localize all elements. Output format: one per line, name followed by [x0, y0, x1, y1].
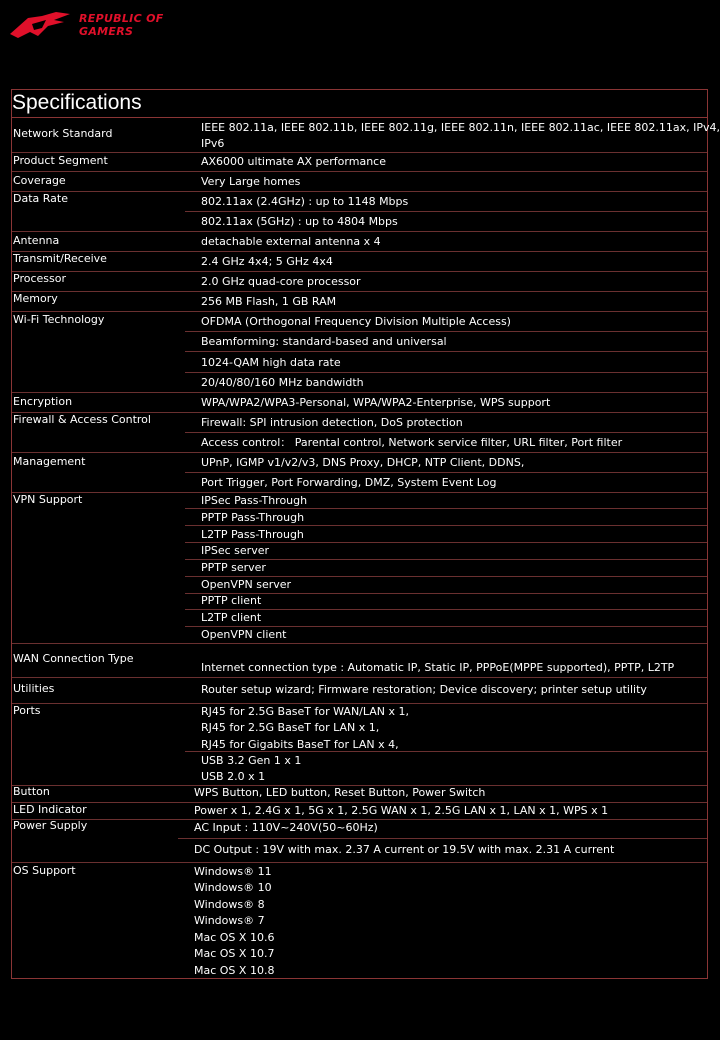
spec-value: Windows® 8	[194, 898, 265, 911]
row-divider	[12, 862, 707, 863]
row-divider	[185, 211, 707, 212]
logo-line-2: GAMERS	[79, 25, 134, 38]
logo-line-1: REPUBLIC OF	[79, 12, 164, 25]
row-divider	[12, 677, 707, 678]
spec-value: Mac OS X 10.7	[194, 947, 275, 960]
spec-value: 256 MB Flash, 1 GB RAM	[201, 295, 337, 308]
spec-value: L2TP Pass-Through	[201, 528, 304, 541]
spec-label-wi-fi-technology: Wi-Fi Technology	[13, 313, 105, 326]
spec-value: Beamforming: standard-based and universal	[201, 335, 447, 348]
spec-value: Router setup wizard; Firmware restoration; Device discovery; printer setup utility	[201, 683, 647, 696]
spec-value: AX6000 ultimate AX performance	[201, 155, 386, 168]
spec-value: IEEE 802.11a, IEEE 802.11b, IEEE 802.11g, IEEE 802.11n, IEEE 802.11ac, IEEE 802.11ax, IPv4,	[201, 121, 720, 134]
spec-value: Firewall: SPI intrusion detection, DoS protection	[201, 416, 463, 429]
spec-label-transmit-receive: Transmit/Receive	[13, 252, 107, 265]
spec-value: Mac OS X 10.6	[194, 931, 275, 944]
row-divider	[185, 331, 707, 332]
row-divider	[185, 542, 707, 543]
row-divider	[12, 492, 707, 493]
spec-label-power-supply: Power Supply	[13, 819, 88, 832]
row-divider	[185, 432, 707, 433]
row-divider	[185, 559, 707, 560]
row-divider	[185, 472, 707, 473]
spec-label-ports: Ports	[13, 704, 41, 717]
row-divider	[185, 609, 707, 610]
spec-value: Windows® 10	[194, 881, 272, 894]
spec-value: AC Input : 110V~240V(50~60Hz)	[194, 821, 378, 834]
spec-value: USB 3.2 Gen 1 x 1	[201, 754, 302, 767]
logo-wordmark	[79, 12, 164, 38]
row-divider	[12, 271, 707, 272]
row-divider	[185, 351, 707, 352]
spec-value: RJ45 for 2.5G BaseT for WAN/LAN x 1,	[201, 705, 410, 718]
spec-label-product-segment: Product Segment	[13, 154, 108, 167]
spec-value: 2.4 GHz 4x4; 5 GHz 4x4	[201, 255, 333, 268]
spec-value: USB 2.0 x 1	[201, 770, 266, 783]
spec-value: UPnP, IGMP v1/v2/v3, DNS Proxy, DHCP, NTP Client, DDNS,	[201, 456, 525, 469]
rog-eye-icon	[8, 10, 74, 44]
row-divider	[12, 171, 707, 172]
spec-label-led-indicator: LED Indicator	[13, 803, 87, 816]
spec-value: 802.11ax (2.4GHz) : up to 1148 Mbps	[201, 195, 409, 208]
spec-value: detachable external antenna x 4	[201, 235, 381, 248]
spec-value: PPTP Pass-Through	[201, 511, 305, 524]
spec-label-memory: Memory	[13, 292, 58, 305]
spec-label-os-support: OS Support	[13, 864, 76, 877]
spec-value: IPv6	[201, 137, 225, 150]
spec-value: Power x 1, 2.4G x 1, 5G x 1, 2.5G WAN x 1, 2.5G LAN x 1, LAN x 1, WPS x 1	[194, 804, 609, 817]
spec-label-utilities: Utilities	[13, 682, 55, 695]
title-divider	[12, 117, 707, 118]
row-divider	[178, 838, 707, 839]
row-divider	[12, 392, 707, 393]
row-divider	[185, 508, 707, 509]
spec-value: Very Large homes	[201, 175, 301, 188]
row-divider	[12, 152, 707, 153]
row-divider	[12, 291, 707, 292]
spec-value: DC Output : 19V with max. 2.37 A current or 19.5V with max. 2.31 A current	[194, 843, 615, 856]
row-divider	[185, 372, 707, 373]
rog-logo	[8, 10, 178, 44]
spec-label-data-rate: Data Rate	[13, 192, 68, 205]
spec-label-coverage: Coverage	[13, 174, 66, 187]
row-divider	[185, 576, 707, 577]
row-divider	[185, 751, 707, 752]
spec-value: 1024-QAM high data rate	[201, 356, 341, 369]
row-divider	[185, 593, 707, 594]
spec-value: PPTP client	[201, 594, 262, 607]
spec-value: IPSec server	[201, 544, 269, 557]
spec-value: Port Trigger, Port Forwarding, DMZ, System Event Log	[201, 476, 497, 489]
spec-value: OpenVPN server	[201, 578, 292, 591]
spec-value: RJ45 for Gigabits BaseT for LAN x 4,	[201, 738, 399, 751]
spec-value: WPS Button, LED button, Reset Button, Power Switch	[194, 786, 486, 799]
spec-label-processor: Processor	[13, 272, 66, 285]
spec-label-management: Management	[13, 455, 86, 468]
spec-value: RJ45 for 2.5G BaseT for LAN x 1,	[201, 721, 380, 734]
spec-value: OFDMA (Orthogonal Frequency Division Multiple Access)	[201, 315, 511, 328]
spec-label-vpn-support: VPN Support	[13, 493, 83, 506]
spec-value: 2.0 GHz quad-core processor	[201, 275, 361, 288]
row-divider	[12, 231, 707, 232]
spec-label-wan-connection-type: WAN Connection Type	[13, 652, 134, 665]
row-divider	[12, 191, 707, 192]
row-divider	[12, 311, 707, 312]
spec-value: PPTP server	[201, 561, 266, 574]
row-divider	[12, 643, 707, 644]
spec-label-network-standard: Network Standard	[13, 127, 113, 140]
spec-label-button: Button	[13, 785, 50, 798]
spec-value: WPA/WPA2/WPA3-Personal, WPA/WPA2-Enterprise, WPS support	[201, 396, 551, 409]
spec-value: Access control： Parental control, Network service filter, URL filter, Port filter	[201, 436, 623, 449]
spec-value: 20/40/80/160 MHz bandwidth	[201, 376, 364, 389]
row-divider	[12, 452, 707, 453]
spec-value: Internet connection type : Automatic IP, Static IP, PPPoE(MPPE supported), PPTP, L2TP	[201, 661, 675, 674]
spec-value: 802.11ax (5GHz) : up to 4804 Mbps	[201, 215, 398, 228]
spec-value: OpenVPN client	[201, 628, 287, 641]
spec-value: Windows® 7	[194, 914, 265, 927]
row-divider	[185, 626, 707, 627]
spec-value: IPSec Pass-Through	[201, 494, 308, 507]
spec-label-antenna: Antenna	[13, 234, 60, 247]
page-title: Specifications	[12, 91, 142, 114]
spec-value: Windows® 11	[194, 865, 272, 878]
spec-label-encryption: Encryption	[13, 395, 73, 408]
spec-value: Mac OS X 10.8	[194, 964, 275, 977]
row-divider	[12, 251, 707, 252]
spec-value: L2TP client	[201, 611, 262, 624]
row-divider	[185, 525, 707, 526]
spec-label-firewall-access-control: Firewall & Access Control	[13, 413, 151, 426]
